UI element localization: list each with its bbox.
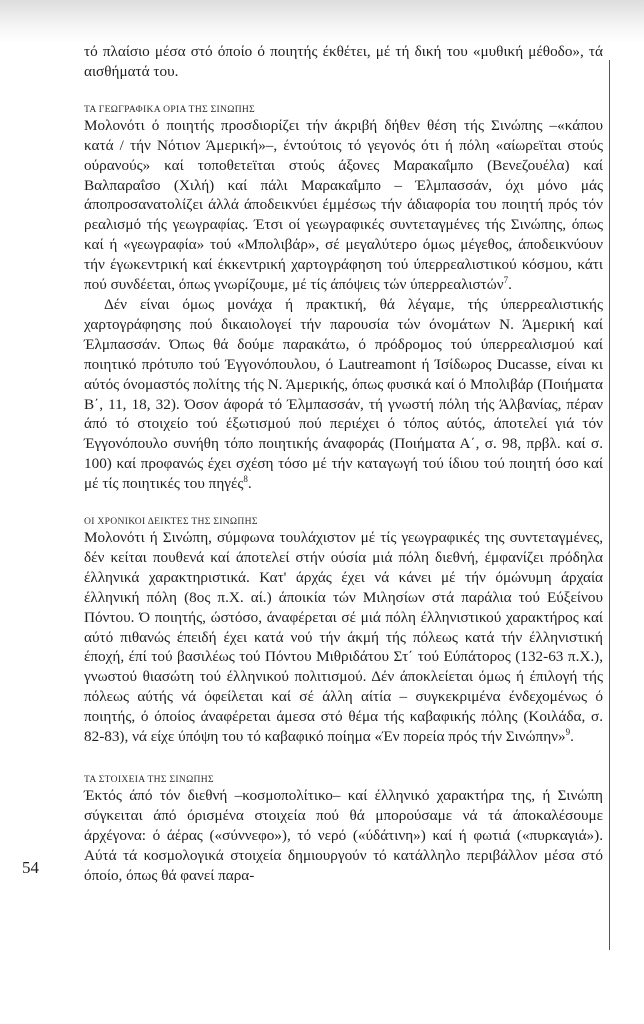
section-heading-geography: ΤΑ ΓΕΩΓΡΑΦΙΚΑ ΟΡΙΑ ΤΗΣ ΣΙΝΩΠΗΣ bbox=[84, 103, 256, 115]
section-heading-elements: ΤΑ ΣΤΟΙΧΕΙΑ ΤΗΣ ΣΙΝΩΠΗΣ bbox=[84, 774, 214, 785]
section-heading-chronology: ΟΙ ΧΡΟΝΙΚΟΙ ΔΕΙΚΤΕΣ ΤΗΣ ΣΙΝΩΠΗΣ bbox=[84, 516, 258, 528]
footnote-ref-8: 8 bbox=[243, 474, 248, 485]
elements-paragraph: Έκτός άπό τόν διεθνή –κοσμοπολίτικο– καί έλληνικό χαρακτήρα της, ή Σινώπη σύγκειται άπό όρισμένα στοιχεία πού θά μπορούσαμε νά τά άποκαλέσουμε άρχέγονα: ό άέρας («σύννεφο»), τό νερό («ύδάτινη») καί ή φωτιά («πυρκαγιά»). Αύτά τά κοσμολογικά στοιχεία δημιουργούν τό κατάλληλο περιβάλλον μέσα στό όποίο, όπως θά φανεί παρα- bbox=[84, 787, 603, 884]
geography-paragraph-1-text: Μολονότι ό ποιητής προσδιορίζει τήν άκριβή δήθεν θέση τής Σινώπης –«κάπου κατά / τήν Νότιον Άμερική»–, έντούτοις τό γεγονός ότι ή πόλη «αίωρεϊται στούς ούρανούς» καί τοποθετεϊται στούς άξονες Μαρακαΐμπο (Βενεζουέλα) καί Βαλπαραΐσο (Χιλή) καί πάλι Μαρακαΐμπο – Έλμπασσάν, όχι μόνο μάς άποπροσανατολίζει άλλά άποδεικνύει έμμέσως τήν άδιαφορία του ποιητή πρός τόν ρεαλισμό τής γεωγραφίας. Έτσι οί γεωγραφικές συντεταγμένες τής Σινώπης, όπως καί ή «γεωγραφία» τού «Μπολιβάρ», σέ μεγαλύτερο όμως μέγεθος, άποδεικνύουν τήν έγωκεντρική καί έκκεντρική χαρτογράφηση τού ύπερρεαλιστικού κόσμου, κάτι πού συνδέεται, όπως γνωρίζουμε, μέ τίς άπόψεις τών ύπερρεαλιστών bbox=[84, 116, 603, 294]
margin-rule bbox=[609, 60, 610, 950]
page-number: 54 bbox=[22, 858, 39, 877]
scan-shadow bbox=[0, 0, 644, 44]
chronology-paragraph: Μολονότι ή Σινώπη, σύμφωνα τουλάχιστον μέ τίς γεωγραφικές της συντεταγμένες, δέν κείται πουθενά καί άποτελεί στήν ούσία μιά πόλη διεθνή, έμφανίζει πρόδηλα έλληνικά χαρακτηριστικά. Κατ' άρχάς έχει νά κάνει μέ τήν όμώνυμη άρχαία έλληνική πόλη (8ος π.Χ. αί.) άποικία τών Μιλησίων στά παράλια τού Εύξείνου Πόντου. Ό ποιητής, ώστόσο, άναφέρεται σέ μιά πόλη έλληνιστικού χαρακτήρος καί αύτό πιθανώς έπειδή έχει κατά νού τήν άκμή τής πόλεως κατά τήν έλληνιστική έποχή, έπί τού βασιλέως τού Πόντου Μιθριδάτου Στ΄ τού Εύπάτορος (132-63 π.Χ.), γνωστού θιασώτη τού έλληνικού πολιτισμού. Δέν άποκλείεται όμως ή έπιλογή τής πόλεως αύτής νά όφείλεται καί σέ άλλη αίτία – συγκεκριμένα ένδεχομένως ό ποιητής, ό όποίος άναφέρεται άμεσα στό θέμα τής καβαφικής πόλης (Κοιλάδα, σ. 82-83), νά είχε ύπόψη του τό καβαφικό ποίημα «Έν πορεία πρός τήν Σινώπην»$^9$. bbox=[84, 529, 603, 746]
geography-paragraph-2: Δέν είναι όμως μονάχα ή πρακτική, θά λέγαμε, τής ύπερρεαλιστικής χαρτογράφησης πού δικαιολογεί τήν παρουσία τών όνομάτων Ν. Άμερική καί Έλμπασσάν. Όπως θά δούμε παρακάτω, ό πρόδρομος τού ύπερρεαλισμού καί ποιητικό πρότυπο τού Έγγονόπουλου, ό Lautreamont ή Ίσίδωρος Ducasse, είναι κι αύτός όνομαστός πολίτης τής Ν. Άμερικής, όπως φυσικά καί ό Μπολιβάρ (Ποιήματα Β΄, 11, 18, 32). Όσον άφορά τό Έλμπασσάν, τή γνωστή πόλη τής Άλβανίας, πέραν άπό τό στοιχείο τού έξωτισμού πού περιέχει ό τόπος αύτός, άποτελεί γιά τόν Έγγονόπουλο συνήθη τόπο ποιητικής άναφοράς (Ποιήματα Α΄, σ. 98, πρβλ. καί σ. 100) καί προφανώς έχει σχέση τόσο μέ τήν καταγωγή τού ίδιου τού ποιητή όσο καί μέ τίς ποιητικές του πηγές$^8$. bbox=[84, 295, 603, 493]
chronology-paragraph-text: Μολονότι ή Σινώπη, σύμφωνα τουλάχιστον μέ τίς γεωγραφικές της συντεταγμένες, δέν κείται πουθενά καί άποτελεί στήν ούσία μιά πόλη διεθνή, έμφανίζει πρόδηλα έλληνικά χαρακτηριστικά. Κατ' άρχάς έχει νά κάνει μέ τήν όμώνυμη άρχαία έλληνική πόλη (8ος π.Χ. αί.) άποικία τών Μιλησίων στά παράλια τού Εύξείνου Πόντου. Ό ποιητής, ώστόσο, άναφέρεται σέ μιά πόλη έλληνιστικού χαρακτήρος καί αύτό πιθανώς έπειδή έχει κατά νού τήν άκμή τής πόλεως κατά τήν έλληνιστική έποχή, έπί τού βασιλέως τού Πόντου Μιθριδάτου Στ΄ τού Εύπάτορος (132-63 π.Χ.), γνωστού θιασώτη τού έλληνικού πολιτισμού. Δέν άποκλείεται όμως ή έπιλογή τής πόλεως αύτής νά όφείλεται καί σέ άλλη αίτία – συγκεκριμένα ένδεχομένως ό ποιητής, ό όποίος άναφέρεται άμεσα στό θέμα τής καβαφικής πόλης (Κοιλάδα, σ. 82-83), νά είχε ύπόψη του τό καβαφικό ποίημα «Έν πορεία πρός τήν Σινώπην» bbox=[84, 529, 603, 746]
intro-paragraph: τό πλαίσιο μέσα στό όποίο ό ποιητής έκθέτει, μέ τή δική του «μυθική μέθοδο», τά αισθήματά του. bbox=[84, 43, 603, 80]
geography-paragraph-1: Μολονότι ό ποιητής προσδιορίζει τήν άκριβή δήθεν θέση τής Σινώπης –«κάπου κατά / τήν Νότιον Άμερική»–, έντούτοις τό γεγονός ότι ή πόλη «αίωρεϊται στούς ούρανούς» καί τοποθετεϊται στούς άξονες Μαρακαΐμπο (Βενεζουέλα) καί Βαλπαραΐσο (Χιλή) καί πάλι Μαρακαΐμπο – Έλμπασσάν, όχι μόνο μάς άποπροσανατολίζει άλλά άποδεικνύει έμμέσως τήν άδιαφορία του ποιητή πρός τόν ρεαλισμό τής γεωγραφίας. Έτσι οί γεωγραφικές συντεταγμένες τής Σινώπης, όπως καί ή «γεωγραφία» τού «Μπολιβάρ», σέ μεγαλύτερο όμως μέγεθος, άποδεικνύουν τήν έγωκεντρική καί έκκεντρική χαρτογράφηση τού ύπερρεαλιστικού κόσμου, κάτι πού συνδέεται, όπως γνωρίζουμε, μέ τίς άπόψεις τών ύπερρεαλιστών$^7$. bbox=[84, 116, 603, 294]
geography-paragraph-2-text: Δέν είναι όμως μονάχα ή πρακτική, θά λέγαμε, τής ύπερρεαλιστικής χαρτογράφησης πού δικαιολογεί τήν παρουσία τών όνομάτων Ν. Άμερική καί Έλμπασσάν. Όπως θά δούμε παρακάτω, ό πρόδρομος τού ύπερρεαλισμού καί ποιητικό πρότυπο τού Έγγονόπουλου, ό Lautreamont ή Ίσίδωρος Ducasse, είναι κι αύτός όνομαστός πολίτης τής Ν. Άμερικής, όπως φυσικά καί ό Μπολιβάρ (Ποιήματα Β΄, 11, 18, 32). Όσον άφορά τό Έλμπασσάν, τή γνωστή πόλη τής Άλβανίας, πέραν άπό τό στοιχείο τού έξωτισμού πού περιέχει ό τόπος αύτός, άποτελεί γιά τόν Έγγονόπουλο συνήθη τόπο ποιητικής άναφοράς (Ποιήματα Α΄, σ. 98, πρβλ. καί σ. 100) καί προφανώς έχει σχέση τόσο μέ τήν καταγωγή τού ίδιου τού ποιητή όσο καί μέ τίς ποιητικές του πηγές bbox=[84, 295, 603, 493]
footnote-ref-7: 7 bbox=[503, 275, 509, 285]
footnote-ref-9: 9 bbox=[565, 727, 571, 738]
text-column bbox=[84, 42, 603, 886]
